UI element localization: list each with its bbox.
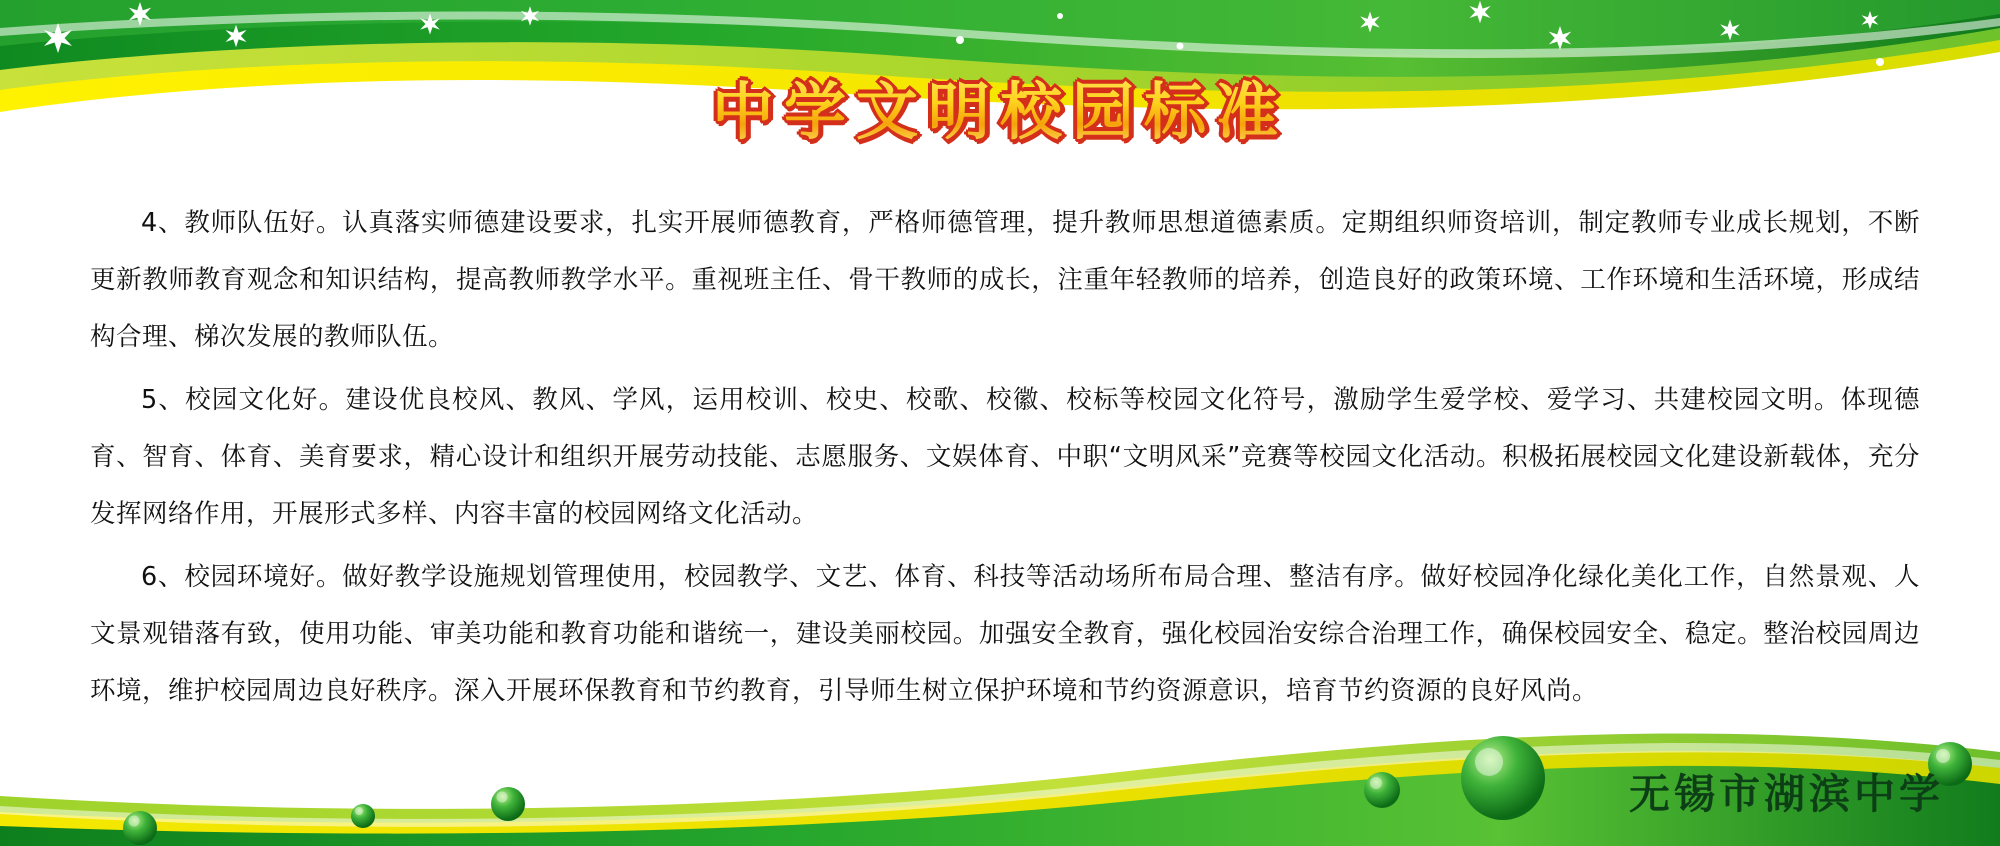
document-body: [90, 195, 1920, 726]
page-title-wrap: [0, 62, 2000, 151]
paragraph-6: 6、校园环境好。做好教学设施规划管理使用，校园教学、文艺、体育、科技等活动场所布局合理、整洁有序。做好校园净化绿化美化工作，自然景观、人文景观错落有致，使用功能、审美功能和教育功能和谐统一，建设美丽校园。加强安全教育，强化校园治安综合治理工作，确保校园安全、稳定。整治校园周边环境，维护校园周边良好秩序。深入开展环保教育和节约教育，引导师生树立保护环境和节约资源意识，培育节约资源的良好风尚。: [90, 562, 1920, 706]
paragraph-5: 5、校园文化好。建设优良校风、教风、学风，运用校训、校史、校歌、校徽、校标等校园文化符号，激励学生爱学校、爱学习、共建校园文明。体现德育、智育、体育、美育要求，精心设计和组织开展劳动技能、志愿服务、文娱体育、中职“文明风采”竞赛等校园文化活动。积极拓展校园文化建设新载体，充分发挥网络作用，开展形式多样、内容丰富的校园网络文化活动。: [90, 385, 1920, 529]
page-title: 中学文明校园标准: [712, 62, 1288, 151]
school-name: 无锡市湖滨中学: [1629, 770, 1944, 818]
paragraph-4: 4、教师队伍好。认真落实师德建设要求，扎实开展师德教育，严格师德管理，提升教师思想道德素质。定期组织师资培训，制定教师专业成长规划，不断更新教师教育观念和知识结构，提高教师教学水平。重视班主任、骨干教师的成长，注重年轻教师的培养，创造良好的政策环境、工作环境和生活环境，形成结构合理、梯次发展的教师队伍。: [90, 208, 1920, 352]
